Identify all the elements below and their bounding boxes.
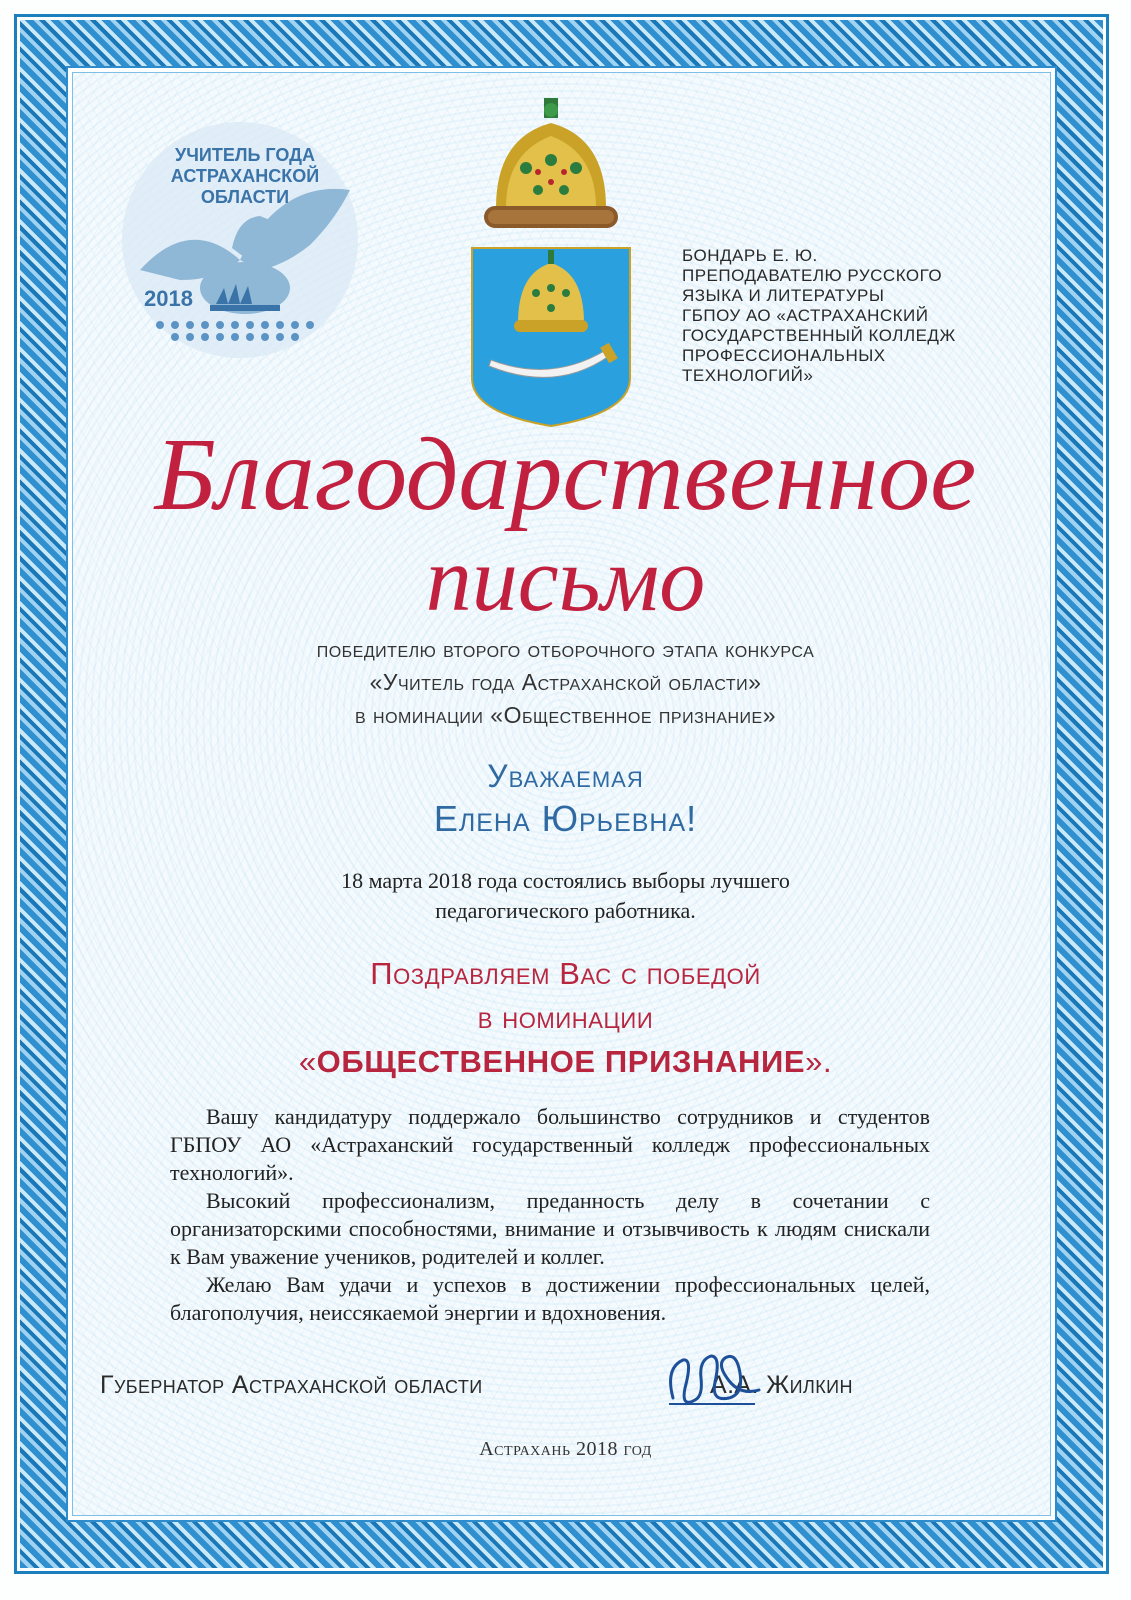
nomination-line: [110, 1040, 1021, 1084]
document-title: Благодарственное: [154, 417, 977, 532]
signatory-position: Губернатор Астраханской области: [100, 1371, 483, 1399]
subtitle-line: победителю второго отборочного этапа конкурса: [316, 636, 815, 662]
logo-title-line: АСТРАХАНСКОЙ: [170, 166, 320, 186]
recipient-line: ПРЕПОДАВАТЕЛЮ РУССКОГО: [682, 266, 943, 285]
nomination-name: ОБЩЕСТВЕННОЕ ПРИЗНАНИЕ: [316, 1044, 806, 1079]
greeting-name: Елена Юрьевна!: [433, 798, 698, 839]
handwritten-signature: [655, 1338, 775, 1418]
recipient-line: ПРОФЕССИОНАЛЬНЫХ: [682, 346, 886, 365]
place-and-date: Астрахань 2018 год: [479, 1438, 652, 1460]
recipient-line: ГОСУДАРСТВЕННЫЙ КОЛЛЕДЖ: [682, 326, 956, 345]
document-title-second-line: письмо: [425, 528, 706, 630]
logo-year: 2018: [144, 286, 193, 311]
signatory-name: А.А. Жилкин: [710, 1371, 853, 1399]
subtitle: [110, 633, 1021, 732]
body-paragraph: Желаю Вам удачи и успехов в достижении профессиональных целей, благополучия, неиссякаемой энергии и вдохновения.: [170, 1272, 930, 1325]
event-line: 18 марта 2018 года состоялись выборы лучшего: [341, 868, 790, 893]
congrats-line: в номинации: [477, 1000, 654, 1035]
congrats-line: Поздравляем Вас с победой: [370, 956, 761, 991]
recipient-line: ГБПОУ АО «АСТРАХАНСКИЙ: [682, 306, 929, 325]
logo-title-line: ОБЛАСТИ: [200, 187, 290, 207]
recipient-line: БОНДАРЬ Е. Ю.: [682, 246, 818, 265]
subtitle-line: в номинации «Общественное признание»: [354, 702, 777, 728]
event-line: педагогического работника.: [435, 898, 696, 923]
logo-title-line: УЧИТЕЛЬ ГОДА: [175, 145, 315, 165]
recipient-line: ТЕХНОЛОГИЙ»: [682, 366, 814, 385]
coat-of-arms-emblem: [466, 98, 636, 428]
event-text: [110, 866, 1021, 926]
recipient-block: [682, 246, 1012, 386]
quote-close: ».: [805, 1044, 833, 1079]
body-paragraph: Вашу кандидатуру поддержало большинство сотрудников и студентов ГБПОУ АО «Астраханский государственный колледж профессиональных технологий».: [170, 1104, 930, 1185]
recipient-line: ЯЗЫКА И ЛИТЕРАТУРЫ: [682, 286, 885, 305]
logo-title: [150, 145, 340, 208]
body-text: [170, 1103, 930, 1327]
subtitle-line: «Учитель года Астраханской области»: [369, 669, 762, 695]
body-paragraph: Высокий профессионализм, преданность делу в сочетании с организаторскими способностями, внимание и отзывчивость к людям снискали к Вам уважение учеников, родителей и коллег.: [170, 1188, 930, 1269]
greeting-salutation: Уважаемая: [487, 758, 644, 794]
quote-open: «: [298, 1044, 317, 1079]
congratulations: [110, 952, 1021, 1084]
